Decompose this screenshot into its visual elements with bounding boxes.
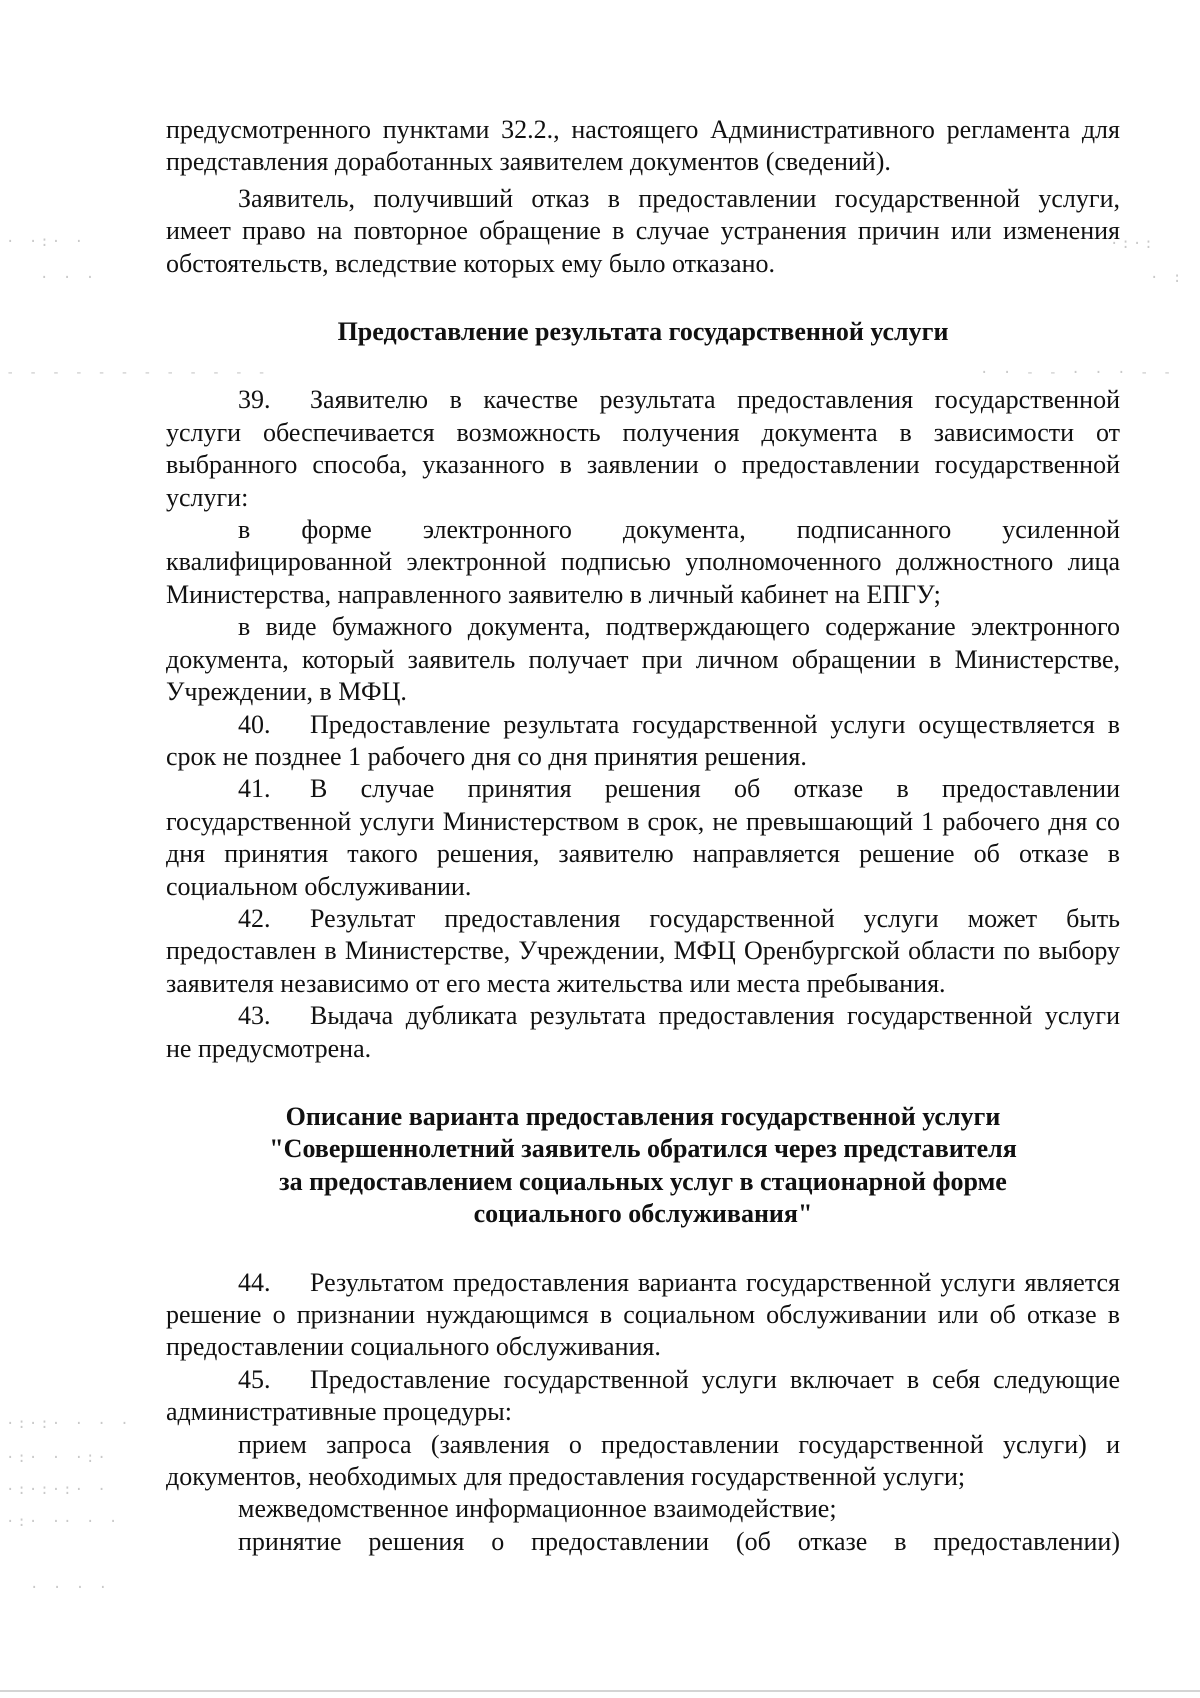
scan-noise: ·:· · ·:· xyxy=(6,1450,109,1466)
paragraph-42 xyxy=(166,903,1120,1000)
heading-line: социального обслуживания" xyxy=(473,1199,813,1229)
paragraph-refusal: Заявитель, получивший отказ в предоставлении государственной услуги, имеет право на повторное обращение в случае устранения причин или изменения обстоятельств, вследствие которых ему было отказано. xyxy=(166,183,1120,278)
heading-line: "Совершеннолетний заявитель обратился через представителя xyxy=(269,1134,1017,1164)
scan-noise: - - - - - - - - - - - - xyxy=(6,365,269,381)
scan-noise: · · - - · · · - - xyxy=(980,365,1175,381)
paragraph-text: Результат предоставления государственной услуги может быть предоставлен в Министерстве, Учреждении, МФЦ Оренбургской области по выбору заявителя независимо от его места жительства или места пребывания. xyxy=(166,903,1120,998)
section-heading-result: Предоставление результата государственной услуги xyxy=(337,317,949,347)
list-item: прием запроса (заявления о предоставлении государственной услуги) и документов, необходимых для предоставления государственной услуги; xyxy=(166,1429,1120,1492)
list-item: в виде бумажного документа, подтверждающего содержание электронного документа, который заявитель получает при личном обращении в Министерстве, Учреждении, в МФЦ. xyxy=(166,612,1120,707)
scan-noise: ·:·:·:· · xyxy=(6,1482,109,1498)
list-item: принятие решения о предоставлении (об отказе в предоставлении) xyxy=(238,1526,1120,1556)
paragraph-text: Предоставление государственной услуги включает в себя следующие административные процедуры: xyxy=(166,1364,1120,1427)
paragraph-text: Заявителю в качестве результата предоставления государственной услуги обеспечивается возможность получения документа в зависимости от выбранного способа, указанного в заявлении о предоставлении государственной услуги: xyxy=(166,385,1120,512)
list-item: межведомственное информационное взаимодействие; xyxy=(238,1494,837,1524)
scan-noise: · ·:· · xyxy=(6,234,87,250)
scan-noise: ·:· ·· · · xyxy=(6,1514,121,1530)
paragraph-number: 42. xyxy=(238,903,271,933)
paragraph-number: 45. xyxy=(238,1364,271,1394)
paragraph-number: 39. xyxy=(238,385,271,415)
paragraph-43 xyxy=(166,1000,1120,1065)
document-body xyxy=(166,114,1120,1558)
scan-noise: · · · · xyxy=(30,1580,111,1596)
section-heading-variant xyxy=(166,1101,1120,1231)
paragraph-number: 41. xyxy=(238,774,271,804)
paragraph-text: В случае принятия решения об отказе в предоставлении государственной услуги Министерством в срок, не превышающий 1 рабочего дня со дня принятия такого решения, заявителю направляется решение об отказе в социальном обслуживании. xyxy=(166,774,1120,901)
list-item: в форме электронного документа, подписанного усиленной квалифицированной электронной подписью уполномоченного должностного лица Министерства, направленного заявителю в личный кабинет на ЕПГУ; xyxy=(166,515,1120,609)
scan-noise: ·:·: xyxy=(1110,236,1156,252)
paragraph-text: Предоставление результата государственной услуги осуществляется в срок не позднее 1 рабочего дня со дня принятия решения. xyxy=(166,709,1120,771)
scan-noise: · : xyxy=(1150,270,1185,286)
paragraph-45 xyxy=(166,1364,1120,1429)
paragraph-text: Результатом предоставления варианта государственной услуги является решение о признании нуждающимся в социальном обслуживании или об отказе в предоставлении социального обслуживания. xyxy=(166,1267,1120,1362)
scan-edge-line xyxy=(0,1690,1200,1692)
paragraph-number: 43. xyxy=(238,1001,271,1031)
paragraph-continuation: предусмотренного пунктами 32.2., настоящего Административного регламента для представления доработанных заявителем документов (сведений). xyxy=(166,115,1120,177)
paragraph-39 xyxy=(166,384,1120,514)
heading-line: Описание варианта предоставления государственной услуги xyxy=(285,1101,1001,1131)
paragraph-44 xyxy=(166,1267,1120,1364)
heading-line: за предоставлением социальных услуг в стационарной форме xyxy=(279,1166,1007,1196)
paragraph-number: 44. xyxy=(238,1267,271,1297)
scan-noise: ·:·:· · · · xyxy=(6,1416,132,1432)
paragraph-text: Выдача дубликата результата предоставления государственной услуги не предусмотрена. xyxy=(166,1001,1120,1063)
scan-noise: · · · xyxy=(40,270,98,286)
paragraph-number: 40. xyxy=(238,709,271,739)
paragraph-40 xyxy=(166,709,1120,774)
paragraph-41 xyxy=(166,773,1120,903)
